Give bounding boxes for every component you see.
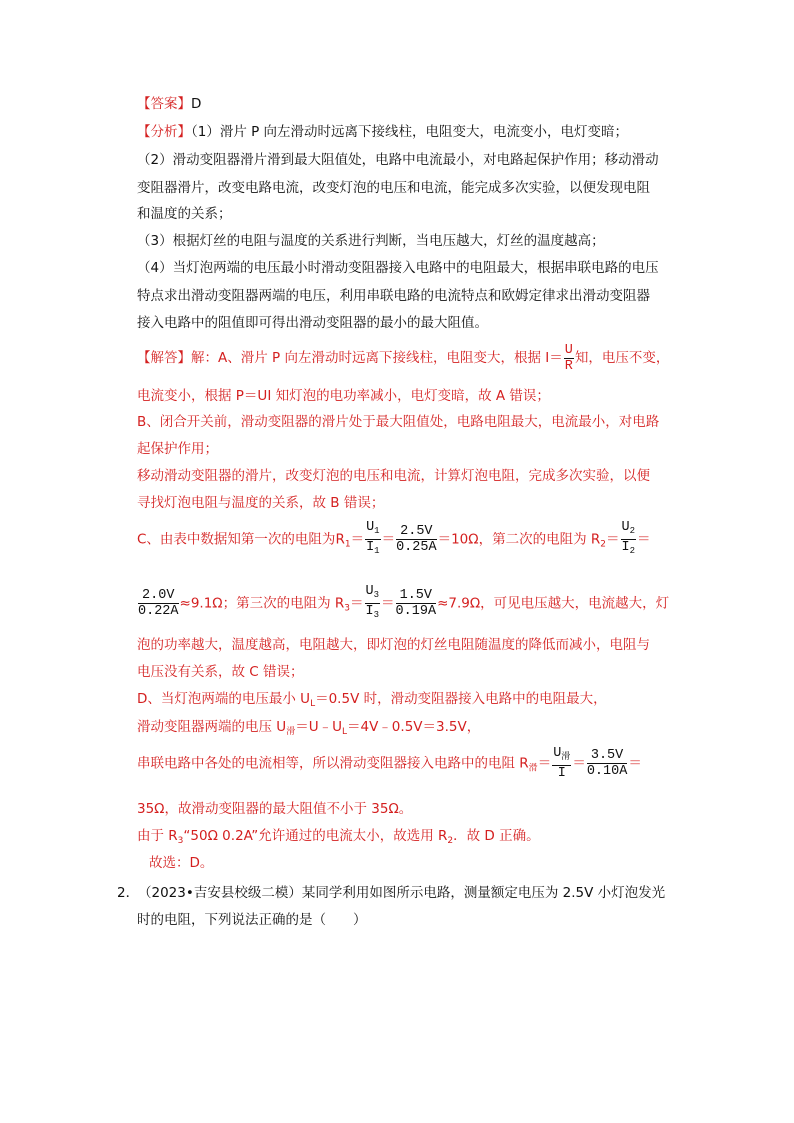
- approx-9-1: ≈9.1Ω: [179, 595, 223, 612]
- fraction-u2-over-i2: [621, 520, 637, 559]
- frac-numerator: 2.0V: [138, 588, 179, 604]
- i-symbol: I: [557, 766, 566, 781]
- r2-subscript-2: 2: [447, 836, 454, 846]
- frac-denominator: 0.19A: [395, 604, 437, 619]
- analysis-line-2: （2）滑动变阻器滑片滑到最大阻值处，电路中电流最小，对电路起保护作用；移动滑动: [137, 152, 659, 168]
- analysis-line-1: [137, 122, 628, 142]
- fraction-2-5v-over-0-25a: [396, 524, 437, 555]
- i3-subscript: 3: [373, 610, 380, 620]
- solution-label: 【解答】: [137, 350, 191, 366]
- u3-symbol: U: [365, 584, 374, 599]
- fraction-u1-over-i1: [365, 520, 381, 559]
- frac-numerator: 1.5V: [396, 588, 437, 604]
- solution-line-d5: [137, 826, 540, 851]
- frac-numerator: U: [564, 342, 573, 358]
- solution-line-b2: 起保护作用；: [137, 441, 218, 457]
- frac-denominator: 0.25A: [396, 540, 437, 555]
- solution-line-c4: 电压没有关系，故 C 错误；: [137, 664, 304, 680]
- r3-subscript: 3: [344, 603, 351, 614]
- ul-subscript-2: L: [341, 727, 347, 737]
- u-slide-frac-subscript: 滑: [561, 752, 571, 762]
- fraction-uslide-over-i: [552, 746, 571, 781]
- solution-line-b4: 寻找灯泡电阻与温度的关系，故 B 错误；: [137, 495, 385, 511]
- d5-pre: 由于 R: [137, 828, 178, 844]
- question-2-line-1: （2023•吉安县校级二模）某同学利用如图所示电路，测量额定电压为 2.5V 小灯泡发光: [138, 885, 666, 901]
- r-slide-subscript: 滑: [528, 763, 538, 774]
- i2-symbol: I: [621, 540, 630, 555]
- fraction-3-5v-over-0-10a: [587, 748, 628, 779]
- d1-pre: D、当灯泡两端的电压最小 U: [137, 691, 311, 707]
- answer-line: [137, 94, 201, 114]
- analysis-line-3: 变阻器滑片，改变电路电流，改变灯泡的电压和电流，能完成多次实验，以便发现电阻: [137, 180, 650, 196]
- solution-a1-pre: 解：A、滑片 P 向左滑动时远离下接线柱，电阻变大，根据 I＝: [191, 350, 563, 366]
- u1-subscript: 1: [374, 526, 380, 536]
- solution-line-a1: [137, 342, 669, 374]
- solution-line-d1: [137, 689, 607, 714]
- r2-subscript: 2: [600, 539, 606, 550]
- d2-post: ＝4V﹣0.5V＝3.5V，: [346, 719, 481, 735]
- u3-subscript: 3: [373, 590, 380, 600]
- d2-pre: 滑动变阻器两端的电压 U: [137, 719, 287, 735]
- frac-numerator: 2.5V: [396, 524, 437, 540]
- u2-subscript: 2: [629, 526, 636, 536]
- d2-mid: ＝U﹣U: [295, 719, 342, 735]
- c1-pre: C、由表中数据知第一次的电阻为: [137, 531, 336, 548]
- frac-denominator: R: [564, 358, 573, 374]
- c1-mid: ，第二次的电阻为 R: [478, 531, 601, 548]
- d3-pre: 串联电路中各处的电流相等，所以滑动变阻器接入电路中的电阻 R: [137, 755, 529, 772]
- u2-symbol: U: [621, 520, 630, 535]
- solution-line-c1: C、由表中数据知第一次的电阻为$R_1=$ $\frac{U_1}{I_1}$ ＝ $\frac{2.5V}{0.25A}$ ＝10Ω，第二次的电阻为 $R_2=$ $\frac{U_2}{I_2}$ ＝: [137, 520, 651, 562]
- analysis-line-7: 特点求出滑动变阻器两端的电压，利用串联电路的电流特点和欧姆定律求出滑动变阻器: [137, 288, 650, 304]
- solution-line-b1: B、闭合开关前，滑动变阻器的滑片处于最大阻值处，电路电阻最大，电流最小，对电路: [137, 414, 660, 430]
- u-slide-symbol: U: [553, 746, 562, 761]
- i2-subscript: 2: [629, 546, 636, 556]
- solution-line-d2: [137, 717, 480, 742]
- answer-label: 【答案】: [137, 96, 191, 112]
- c2-post: ，可见电压越大，电流越大，灯: [480, 595, 670, 612]
- r1-symbol: R: [335, 531, 345, 548]
- i1-subscript: 1: [374, 546, 380, 556]
- analysis-line-4: 和温度的关系；: [137, 206, 232, 222]
- approx-7-9: ≈7.9Ω: [437, 595, 481, 612]
- c1-result: ＝10Ω: [437, 531, 479, 548]
- solution-line-b3: 移动滑动变阻器的滑片，改变灯泡的电压和电流，计算灯泡电阻，完成多次实验，以便: [137, 468, 650, 484]
- fraction-u-over-r: [564, 343, 574, 374]
- analysis-label: 【分析】: [137, 124, 191, 140]
- d5-post: ．故 D 正确。: [453, 828, 540, 844]
- u1-symbol: U: [366, 520, 375, 535]
- question-2-number: 2．: [117, 885, 140, 901]
- i3-symbol: I: [365, 604, 374, 619]
- analysis-line-8: 接入电路中的阻值即可得出滑动变阻器的最小的最大阻值。: [137, 315, 488, 331]
- u-slide-subscript: 滑: [286, 727, 296, 737]
- solution-line-d4: 35Ω，故滑动变阻器的最大阻值不小于 35Ω。: [137, 801, 413, 817]
- fraction-2-0v-over-0-22a: [138, 588, 179, 619]
- i1-symbol: I: [366, 540, 375, 555]
- solution-line-c2: $\frac{2.0V}{0.22A}$ ≈9.1Ω；第三次的电阻为 $R_3=$ $\frac{U_3}{I_3}$ ＝ $\frac{1.5V}{0.19A}$ ≈7.9Ω，可见电压越大，电流越大，灯: [137, 584, 669, 626]
- d5-mid: “50Ω 0.2A”允许通过的电流太小，故选用 R: [183, 828, 448, 844]
- solution-line-d3: 串联电路中各处的电流相等，所以滑动变阻器接入电路中的电阻 $R_滑=$ $\frac{U_滑}{I}$ ＝ $\frac{3.5V}{0.10A}$ ＝: [137, 746, 642, 781]
- analysis-p1: （1）滑片 P 向左滑动时远离下接线柱，电阻变大，电流变小，电灯变暗；: [191, 124, 629, 140]
- solution-a1-post: 知，电压不变，: [574, 350, 670, 366]
- frac-numerator: 3.5V: [587, 748, 628, 764]
- answer-value: D: [191, 96, 202, 112]
- r1-subscript: 1: [344, 539, 351, 550]
- d1-post: ＝0.5V 时，滑动变阻器接入电路中的电阻最大，: [315, 691, 607, 707]
- question-2-line-2: 时的电阻，下列说法正确的是（ ）: [137, 912, 367, 928]
- fraction-1-5v-over-0-19a: [396, 588, 437, 619]
- analysis-line-6: （4）当灯泡两端的电压最小时滑动变阻器接入电路中的电阻最大，根据串联电路的电压: [137, 260, 659, 276]
- solution-line-a2: 电流变小，根据 P＝UI 知灯泡的电功率减小，电灯变暗，故 A 错误；: [137, 388, 550, 404]
- c2-mid: ；第三次的电阻为 R: [222, 595, 345, 612]
- fraction-u3-over-i3: [365, 584, 381, 623]
- ul-subscript: L: [310, 699, 316, 709]
- r3-subscript-2: 3: [177, 836, 184, 846]
- solution-choose: 故选：D。: [149, 855, 214, 871]
- analysis-line-5: （3）根据灯丝的电阻与温度的关系进行判断，当电压越大，灯丝的温度越高；: [137, 233, 605, 249]
- frac-denominator: 0.22A: [138, 604, 179, 619]
- solution-line-c3: 泡的功率越大，温度越高，电阻越大，即灯泡的灯丝电阻随温度的降低而减小，电阻与: [137, 637, 650, 653]
- frac-denominator: 0.10A: [586, 764, 628, 779]
